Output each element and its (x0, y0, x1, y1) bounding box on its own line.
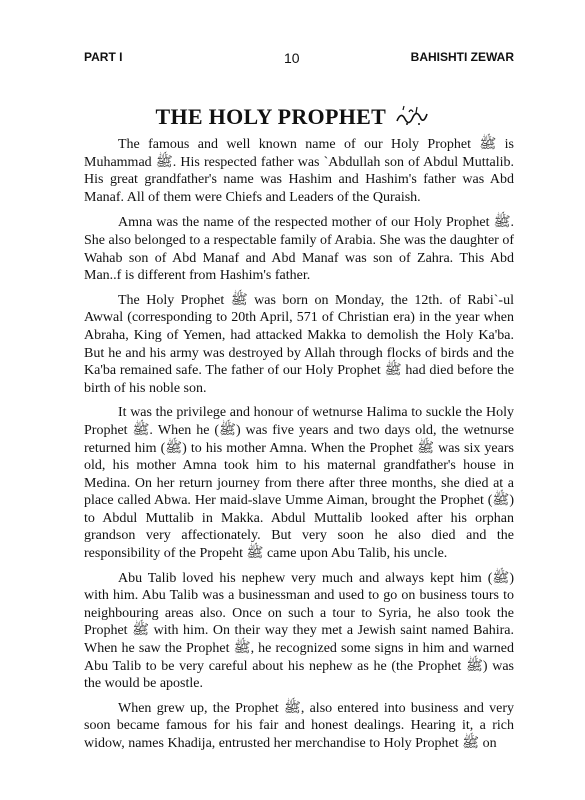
paragraph-6: When grew up, the Prophet ﷺ, also entered into business and very soon became famous for his fair and honest dealings. Hearing it, a rich widow, names Khadija, entrusted her merchandise to Holy Prophet ﷺ on (84, 700, 514, 751)
paragraph-4: It was the privilege and honour of wetnurse Halima to suckle the Holy Prophet ﷺ. When he (ﷺ) was five years and two days old, the wetnurse returned him (ﷺ) to his mother Amna. When the Prophet ﷺ was six years old, his mother Amna took him to his maternal grandfather's house in Medina. On her return journey from there after three months, she died at a place called Abwa. Her maid-slave Umme Aiman, brought the Prophet (ﷺ) to Abdul Muttalib in Makka. Abdul Muttalib looked after his orphan grandson very affectionately. But very soon he also died and the responsibility of the Propeht ﷺ came upon Abu Talib, his uncle. (84, 405, 514, 562)
chapter-title: THE HOLY PROPHET (155, 104, 386, 129)
paragraph-1: The famous and well known name of our Holy Prophet ﷺ is Muhammad ﷺ. His respected father was `Abdullah son of Abdul Muttalib. His great grandfather's name was Hashim and Hashim's father was Abd Manaf. All of them were Chiefs and Leaders of the Quraish. (84, 137, 514, 205)
chapter-heading (0, 104, 585, 133)
paragraph-2: Amna was the name of the respected mother of our Holy Prophet ﷺ. She also belonged to a respectable family of Arabia. She was the daughter of Wahab son of Abd Manaf and Abd Manaf was son of Zahra. This Abd Man..f is different from Hashim's father. (84, 215, 514, 284)
body-text (84, 136, 514, 760)
book-title: BAHISHTI ZEWAR (410, 50, 514, 64)
running-head (84, 50, 514, 70)
paragraph-5: Abu Talib loved his nephew very much and always kept him (ﷺ) with him. Abu Talib was a businessman and used to go on business tours to neighbouring areas also. Once on such a tour to Syria, he also took the Prophet ﷺ with him. On their way they met a Jewish saint named Bahira. When he saw the Prophet ﷺ, he recognized some signs in him and warned Abu Talib to be very careful about his nephew as he (the Prophet ﷺ) was the would be apostle. (84, 570, 514, 692)
part-label: PART I (84, 50, 123, 64)
paragraph-3: The Holy Prophet ﷺ was born on Monday, the 12th. of Rabi`-ul Awwal (corresponding to 20th April, 571 of Christian era) in the year when Abraha, King of Yemen, had attacked Makka to demolish the Holy Ka'ba. But he and his army was destroyed by Allah through flocks of birds and the Ka'ba remained safe. The father of our Holy Prophet ﷺ had died before the birth of his noble son. (84, 292, 514, 396)
page-number: 10 (284, 50, 300, 66)
arabic-salutation-icon (395, 105, 429, 133)
